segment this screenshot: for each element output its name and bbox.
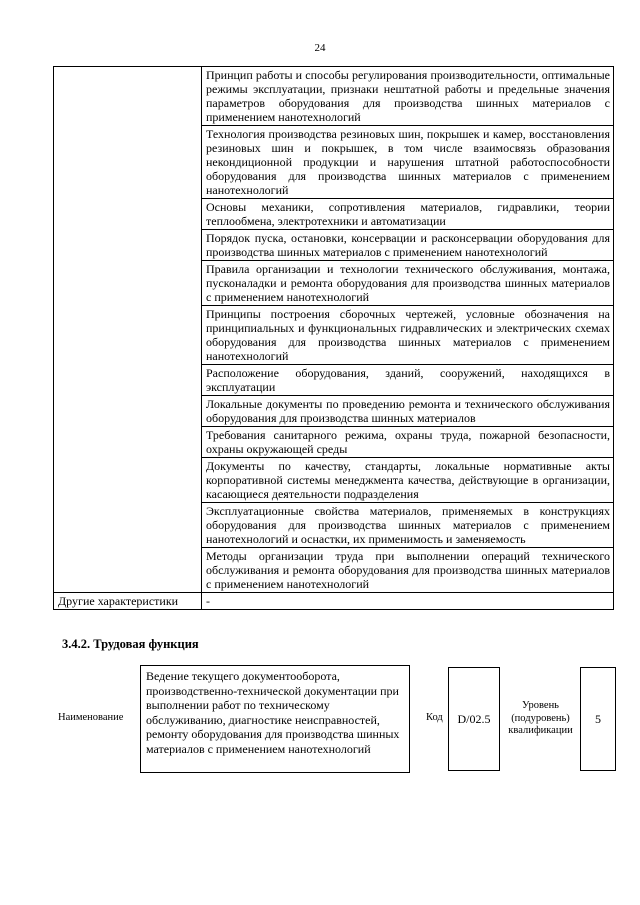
table-left-cell	[54, 67, 202, 593]
table-cell: Требования санитарного режима, охраны труда, пожарной безопасности, охраны окружающей среды	[202, 427, 614, 458]
knowledge-table	[53, 66, 614, 610]
other-characteristics-label: Другие характеристики	[54, 593, 202, 610]
other-characteristics-value: -	[202, 593, 614, 610]
table-cell: Локальные документы по проведению ремонта и технического обслуживания оборудования для производства шинных материалов	[202, 396, 614, 427]
table-cell: Принципы построения сборочных чертежей, условные обозначения на принципиальных и функциональных гидравлических и электрических схемах оборудования для производства шинных материалов с применением нанотехнологий	[202, 306, 614, 365]
table-cell: Эксплуатационные свойства материалов, применяемых в конструкциях оборудования для производства шинных материалов с применением нанотехнологий и оснастки, их применимость и заменяемость	[202, 503, 614, 548]
table-cell: Методы организации труда при выполнении операций технического обслуживания и ремонта оборудования для производства шинных материалов с применением нанотехнологий	[202, 548, 614, 593]
section-title: 3.4.2. Трудовая функция	[62, 637, 199, 651]
table-cell: Документы по качеству, стандарты, локальные нормативные акты корпоративной системы менеджмента качества, действующие в организации, касающиеся деятельности подразделения	[202, 458, 614, 503]
table-cell: Расположение оборудования, зданий, сооружений, находящихся в эксплуатации	[202, 365, 614, 396]
table-cell: Основы механики, сопротивления материалов, гидравлики, теории теплообмена, электротехники и автоматизации	[202, 199, 614, 230]
code-value-box: D/02.5	[448, 667, 500, 771]
page-number: 24	[314, 42, 326, 54]
code-label: Код	[426, 712, 443, 723]
name-value-box: Ведение текущего документооборота, производственно-технической документации при выполнении работ по техническому обслуживанию, диагностике неисправностей, ремонту оборудования для производства шинных материалов с применением нанотехнологий	[140, 665, 410, 773]
table-row	[54, 593, 614, 610]
qualification-level-label: Уровень (подуровень) квалификации	[508, 700, 573, 736]
table-row	[54, 67, 614, 126]
table-cell: Порядок пуска, остановки, консервации и расконсервации оборудования для производства шинных материалов с применением нанотехнологий	[202, 230, 614, 261]
name-label: Наименование	[58, 712, 124, 723]
table-cell: Принцип работы и способы регулирования производительности, оптимальные режимы эксплуатации, признаки нештатной работы и предельные значения параметров оборудования для производства шинных материалов с применением нанотехнологий	[202, 67, 614, 126]
table-cell: Технология производства резиновых шин, покрышек и камер, восстановления резиновых шин и покрышек, в том числе взаимосвязь образования некондиционной продукции и нарушения штатной работоспособности оборудования для производства шинных материалов с применением нанотехнологий	[202, 126, 614, 199]
qualification-level-box: 5	[580, 667, 616, 771]
table-cell: Правила организации и технологии технического обслуживания, монтажа, пусконаладки и ремонта оборудования для производства шинных материалов с применением нанотехнологий	[202, 261, 614, 306]
